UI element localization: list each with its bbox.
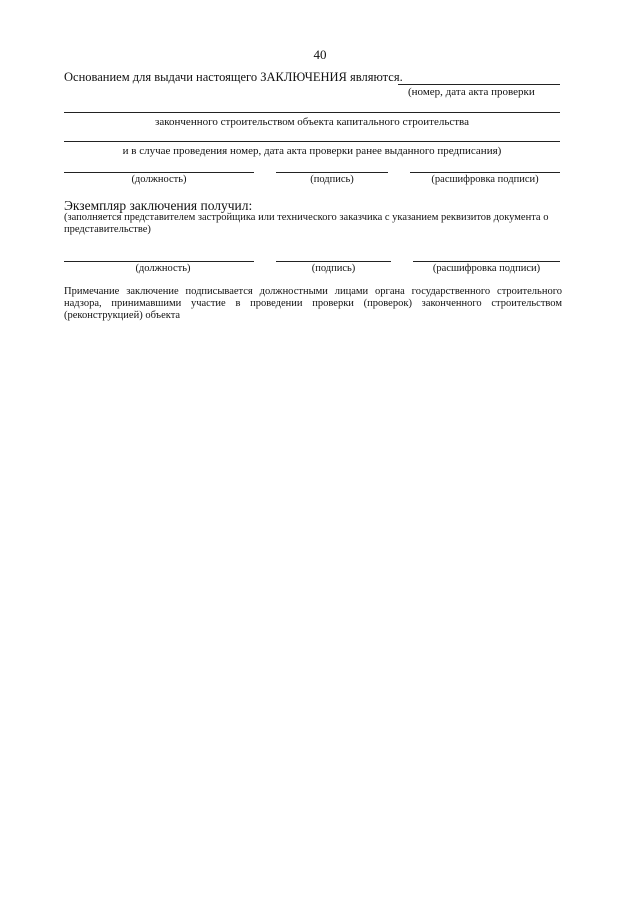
fill-line-2 [64, 112, 560, 113]
signature-caption-2: (подпись) [311, 263, 356, 274]
position-caption-1: (должность) [131, 174, 187, 185]
basis-fill-line [398, 84, 560, 85]
position-caption-2: (должность) [135, 263, 191, 274]
completed-object-caption: законченного строительством объекта капитального строительства [155, 116, 469, 128]
decoding-line-1 [410, 172, 560, 173]
position-line-2 [64, 261, 254, 262]
copy-received-note: (заполняется представителем застройщика или технического заказчика с указанием реквизитов документа о представительстве) [64, 212, 549, 235]
copy-received-heading: Экземпляр заключения получил: [64, 198, 253, 213]
decoding-caption-1: (расшифровка подписи) [431, 174, 539, 185]
signature-caption-1: (подпись) [310, 174, 354, 185]
decoding-caption-2: (расшифровка подписи) [432, 263, 541, 274]
remark-note: Примечание заключение подписывается должностными лицами органа государственного строительного надзора, принимавшими участие в проведении проверки (проверок) законченного строительством (реконструкцией) объекта [64, 286, 562, 321]
position-line-1 [64, 172, 254, 173]
signature-line-1 [276, 172, 388, 173]
act-caption: (номер, дата акта проверки [408, 86, 535, 98]
page-number: 40 [313, 47, 327, 62]
fill-line-3 [64, 141, 560, 142]
basis-statement: Основанием для выдачи настоящего ЗАКЛЮЧЕНИЯ являются. [64, 70, 403, 84]
decoding-line-2 [413, 261, 560, 262]
signature-line-2 [276, 261, 391, 262]
repeat-inspection-caption: и в случае проведения номер, дата акта проверки ранее выданного предписания) [122, 145, 502, 157]
